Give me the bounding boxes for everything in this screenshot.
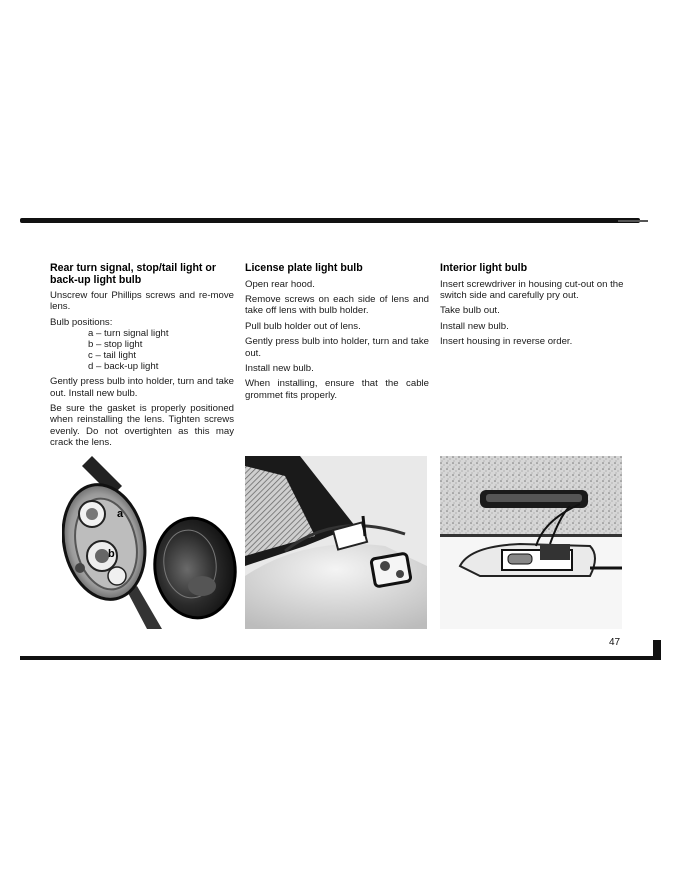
section-interior-light: [440, 263, 624, 352]
paragraph: Install new bulb.: [440, 320, 509, 332]
section-title: License plate light bulb: [245, 262, 363, 274]
list-item: b – stop light: [88, 339, 143, 351]
paragraph: Insert housing in reverse order.: [440, 336, 573, 348]
rear-light-illustration: [62, 456, 240, 629]
list-item: a – turn signal light: [88, 328, 169, 340]
section-license-plate-light: [245, 263, 429, 405]
paragraph: Unscrew four Phillips screws and re-move lens.: [50, 290, 234, 313]
license-plate-light-photo: [245, 456, 427, 629]
paragraph: Remove screws on each side of lens and take off lens with bulb holder.: [245, 293, 429, 317]
label-b: b: [108, 548, 115, 560]
paragraph: Gently press bulb into holder, turn and take out. Install new bulb.: [50, 376, 234, 399]
list-item: d – back-up light: [88, 361, 159, 373]
top-rule: [20, 218, 640, 223]
label-a: a: [117, 508, 124, 520]
section-title: Interior light bulb: [440, 262, 528, 274]
paragraph: Gently press bulb into holder, turn and take out.: [245, 336, 429, 359]
paragraph: Install new bulb.: [245, 362, 314, 374]
page-number: 47: [609, 637, 621, 648]
interior-light-photo: [440, 456, 622, 629]
paragraph: Insert screwdriver in housing cut-out on the switch side and carefully pry out.: [440, 278, 624, 301]
paragraph: Pull bulb holder out of lens.: [245, 320, 361, 332]
bottom-rule: [20, 656, 660, 660]
paragraph: Be sure the gasket is properly positioned when reinstalling the lens. Tighten screws evenly. Do not overtighten as this may crack the lens.: [50, 403, 234, 449]
positions-label: Bulb positions:: [50, 316, 113, 328]
paragraph: When installing, ensure that the cable grommet fits properly.: [245, 378, 429, 401]
list-item: c – tail light: [88, 350, 136, 362]
page-corner-mark: [653, 640, 661, 660]
bulb-positions-list: [50, 328, 234, 372]
section-title: Rear turn signal, stop/tail light or back-up light bulb: [50, 262, 216, 286]
license-plate-illustration: [245, 456, 427, 629]
paragraph: Open rear hood.: [245, 278, 315, 290]
interior-light-illustration: [440, 456, 622, 629]
paragraph: Take bulb out.: [440, 305, 500, 317]
rear-light-photo: [62, 456, 240, 629]
section-rear-lights: [50, 263, 234, 453]
